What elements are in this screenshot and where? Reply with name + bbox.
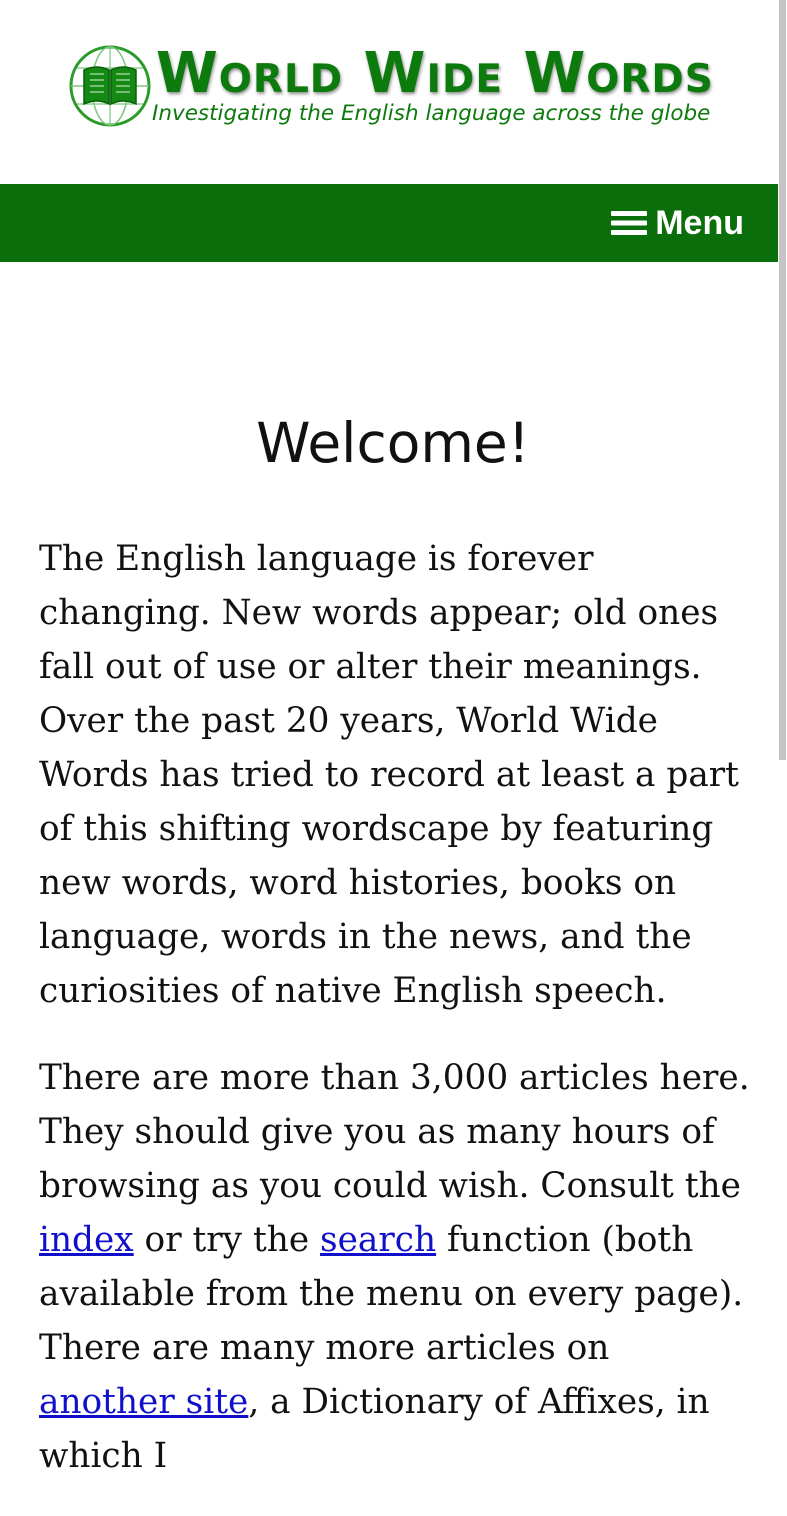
navigation-bar [0,184,778,262]
logo-tagline: Investigating the English language across the globe [152,101,711,126]
paragraph-text: , a Dictionary of Affixes, in which I [39,1382,710,1476]
paragraph-text: There are more than 3,000 articles here. They should give you as many hours of browsing as you could wish. Consult the [39,1058,750,1206]
menu-button[interactable] [611,204,744,242]
page-title: Welcome! [256,411,530,475]
site-logo[interactable] [68,41,728,134]
intro-paragraph: The English language is forever changing. New words appear; old ones fall out of use or alter their meanings. Over the past 20 years, World Wide Words has tried to record at least a part of this shifting wordscape by featuring new words, word histories, books on language, words in the news, and the curiosities of native English speech. [39,539,739,1011]
paragraph-text: or try the [133,1220,321,1260]
hamburger-icon [611,210,647,236]
paragraph-text: function (both available from the menu on every page). There are many more articles on [39,1220,744,1368]
vertical-scrollbar[interactable] [778,0,787,1399]
articles-paragraph [39,1051,751,1483]
menu-label: Menu [655,204,744,242]
logo-title: World Wide Words [156,41,714,106]
globe-book-icon [68,44,152,128]
search-link[interactable]: search [320,1220,437,1260]
main-content [39,532,751,1516]
scrollbar-thumb[interactable] [779,0,786,760]
index-link[interactable]: index [39,1220,134,1260]
another-site-link[interactable]: another site [39,1382,249,1422]
